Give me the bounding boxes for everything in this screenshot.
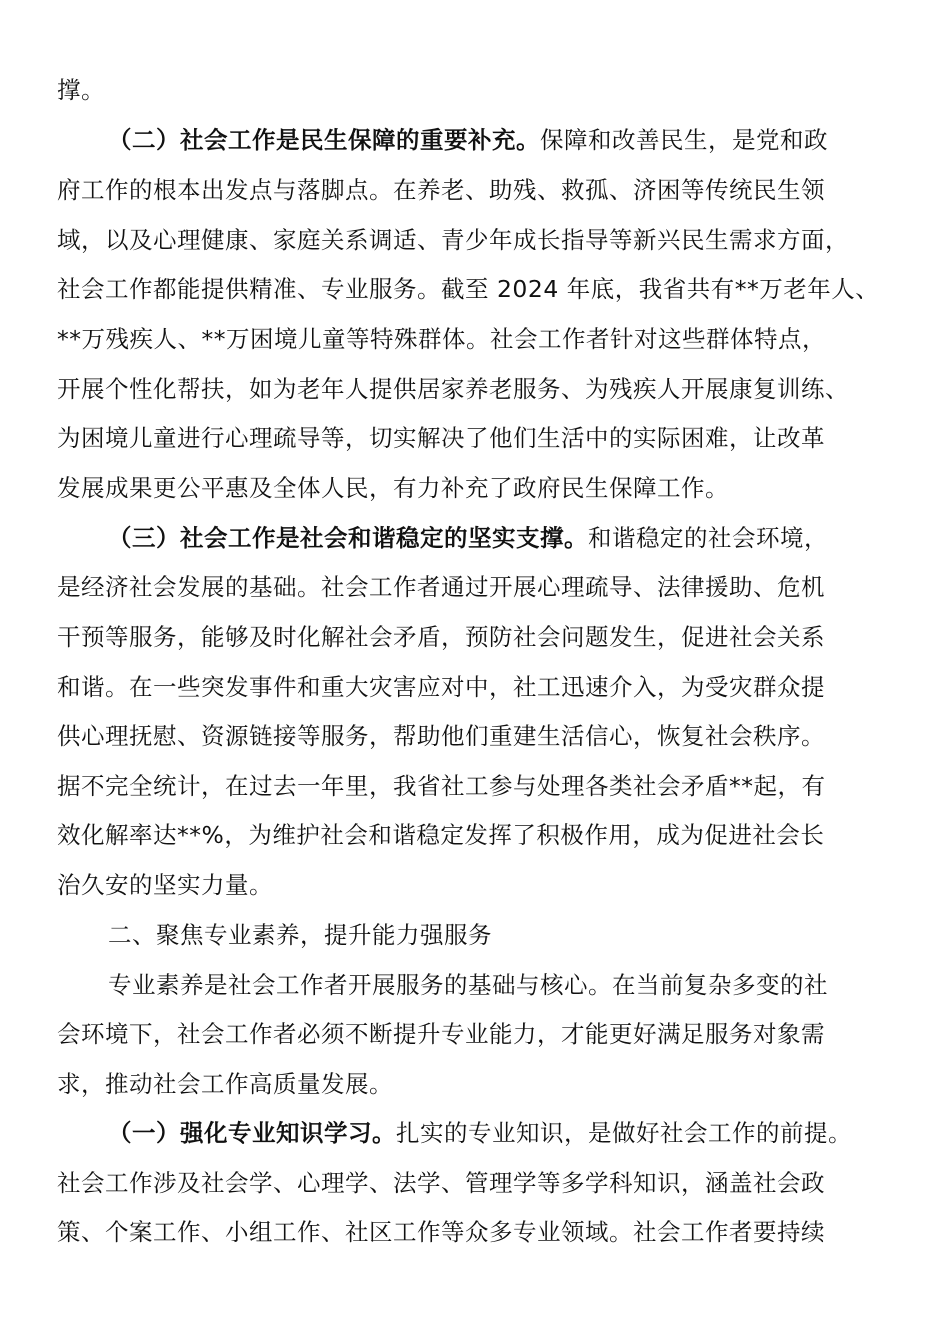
heading-paragraph-line (108, 1113, 910, 1153)
paragraph-line: 发展成果更公平惠及全体人民，有力补充了政府民生保障工作。 (57, 474, 729, 502)
chapter-heading: 二、聚焦专业素养，提升能力强服务 (108, 921, 492, 949)
paragraph-text: 保障和改善民生，是党和政 (540, 126, 828, 154)
section-heading: （二）社会工作是民生保障的重要补充。 (108, 126, 540, 154)
paragraph-text: 扎实的专业知识，是做好社会工作的前提。 (396, 1119, 852, 1147)
heading-paragraph-line (108, 518, 910, 558)
paragraph-line: 供心理抚慰、资源链接等服务，帮助他们重建生活信心，恢复社会秩序。 (57, 722, 825, 750)
paragraph-text: 和谐稳定的社会环境， (588, 524, 828, 552)
paragraph-line: 域，以及心理健康、家庭关系调适、青少年成长指导等新兴民生需求方面， (57, 226, 849, 254)
paragraph-line: 求，推动社会工作高质量发展。 (57, 1070, 393, 1098)
section-heading: （一）强化专业知识学习。 (108, 1119, 396, 1147)
paragraph-line: 策、个案工作、小组工作、社区工作等众多专业领域。社会工作者要持续 (57, 1218, 825, 1246)
paragraph-line: 专业素养是社会工作者开展服务的基础与核心。在当前复杂多变的社 (108, 971, 828, 999)
paragraph-line: 社会工作涉及社会学、心理学、法学、管理学等多学科知识，涵盖社会政 (57, 1169, 825, 1197)
paragraph-line: 是经济社会发展的基础。社会工作者通过开展心理疏导、法律援助、危机 (57, 573, 825, 601)
paragraph-line: 撑。 (57, 76, 105, 104)
paragraph-line: **万残疾人、**万困境儿童等特殊群体。社会工作者针对这些群体特点， (57, 325, 826, 353)
paragraph-line: 开展个性化帮扶，如为老年人提供居家养老服务、为残疾人开展康复训练、 (57, 375, 849, 403)
section-heading: （三）社会工作是社会和谐稳定的坚实支撑。 (108, 524, 588, 552)
paragraph-line: 据不完全统计，在过去一年里，我省社工参与处理各类社会矛盾**起，有 (57, 772, 826, 800)
heading-paragraph-line (108, 120, 910, 160)
paragraph-line: 社会工作都能提供精准、专业服务。截至 2024 年底，我省共有**万老年人、 (57, 275, 880, 303)
paragraph-line: 干预等服务，能够及时化解社会矛盾，预防社会问题发生，促进社会关系 (57, 623, 825, 651)
paragraph-line: 会环境下，社会工作者必须不断提升专业能力，才能更好满足服务对象需 (57, 1020, 825, 1048)
paragraph-line: 效化解率达**%，为维护社会和谐稳定发挥了积极作用，成为促进社会长 (57, 821, 825, 849)
paragraph-line: 和谐。在一些突发事件和重大灾害应对中，社工迅速介入，为受灾群众提 (57, 673, 825, 701)
paragraph-line: 治久安的坚实力量。 (57, 871, 273, 899)
paragraph-line: 府工作的根本出发点与落脚点。在养老、助残、救孤、济困等传统民生领 (57, 176, 825, 204)
paragraph-line: 为困境儿童进行心理疏导等，切实解决了他们生活中的实际困难，让改革 (57, 424, 825, 452)
